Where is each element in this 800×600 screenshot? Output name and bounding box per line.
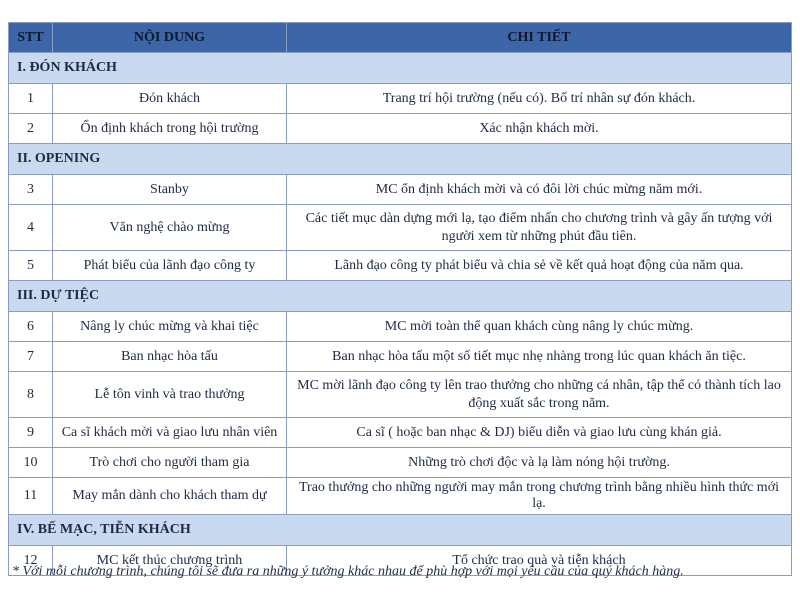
table-row [9, 205, 792, 251]
cell-stt: 2 [9, 114, 53, 144]
section-title: I. ĐÓN KHÁCH [9, 53, 792, 84]
table-row [9, 251, 792, 281]
cell-content: Văn nghệ chào mừng [53, 205, 287, 251]
table-row [9, 175, 792, 205]
cell-detail: Xác nhận khách mời. [287, 114, 792, 144]
section-title: IV. BẾ MẠC, TIỄN KHÁCH [9, 515, 792, 546]
cell-detail: Các tiết mục dàn dựng mới lạ, tạo điểm nhấn cho chương trình và gây ấn tượng với người xem từ những phút đầu tiên. [287, 205, 792, 251]
cell-detail: Ban nhạc hòa tấu một số tiết mục nhẹ nhàng trong lúc quan khách ăn tiệc. [287, 342, 792, 372]
cell-content: Trò chơi cho người tham gia [53, 448, 287, 478]
cell-detail: Trao thưởng cho những người may mắn trong chương trình bằng nhiều hình thức mới lạ. [287, 478, 792, 515]
header-stt: STT [9, 23, 53, 53]
section-row [9, 53, 792, 84]
section-title: II. OPENING [9, 144, 792, 175]
cell-stt: 4 [9, 205, 53, 251]
section-row [9, 515, 792, 546]
cell-content: MC kết thúc chương trình [53, 546, 287, 576]
cell-detail: Những trò chơi độc và lạ làm nóng hội trường. [287, 448, 792, 478]
cell-detail: Trang trí hội trường (nếu có). Bố trí nhân sự đón khách. [287, 84, 792, 114]
table-row [9, 478, 792, 515]
cell-content: Ca sĩ khách mời và giao lưu nhân viên [53, 418, 287, 448]
cell-stt: 9 [9, 418, 53, 448]
cell-stt: 7 [9, 342, 53, 372]
table-row [9, 448, 792, 478]
cell-stt: 6 [9, 312, 53, 342]
cell-stt: 3 [9, 175, 53, 205]
cell-content: Lễ tôn vinh và trao thưởng [53, 372, 287, 418]
cell-stt: 8 [9, 372, 53, 418]
table-row [9, 84, 792, 114]
cell-content: Nâng ly chúc mừng và khai tiệc [53, 312, 287, 342]
footnote: * Với mỗi chương trình, chúng tôi sẽ đưa ra những ý tưởng khác nhau để phù hợp với mọi yêu cầu của quý khách hàng. [12, 564, 684, 579]
cell-detail: Ca sĩ ( hoặc ban nhạc & DJ) biểu diễn và giao lưu cùng khán giả. [287, 418, 792, 448]
table-row [9, 342, 792, 372]
cell-content: Ổn định khách trong hội trường [53, 114, 287, 144]
cell-content: Đón khách [53, 84, 287, 114]
cell-content: May mắn dành cho khách tham dự [53, 478, 287, 515]
section-row [9, 144, 792, 175]
cell-stt: 12 [9, 546, 53, 576]
table-row [9, 114, 792, 144]
cell-content: Phát biểu của lãnh đạo công ty [53, 251, 287, 281]
table-row [9, 312, 792, 342]
event-schedule-table [8, 22, 792, 576]
table-row [9, 418, 792, 448]
cell-detail: MC ổn định khách mời và có đôi lời chúc mừng năm mới. [287, 175, 792, 205]
cell-detail: MC mời toàn thể quan khách cùng nâng ly chúc mừng. [287, 312, 792, 342]
header-detail: CHI TIẾT [287, 23, 792, 53]
cell-stt: 10 [9, 448, 53, 478]
cell-detail: Lãnh đạo công ty phát biểu và chia sẻ về kết quả hoạt động của năm qua. [287, 251, 792, 281]
table-header-row [9, 23, 792, 53]
cell-stt: 11 [9, 478, 53, 515]
header-content: NỘI DUNG [53, 23, 287, 53]
cell-stt: 5 [9, 251, 53, 281]
table-row [9, 372, 792, 418]
cell-content: Stanby [53, 175, 287, 205]
cell-stt: 1 [9, 84, 53, 114]
section-title: III. DỰ TIỆC [9, 281, 792, 312]
cell-detail: Tổ chức trao quà và tiễn khách [287, 546, 792, 576]
cell-detail: MC mời lãnh đạo công ty lên trao thưởng cho những cá nhân, tập thể có thành tích lao động xuất sắc trong năm. [287, 372, 792, 418]
cell-content: Ban nhạc hòa tấu [53, 342, 287, 372]
section-row [9, 281, 792, 312]
